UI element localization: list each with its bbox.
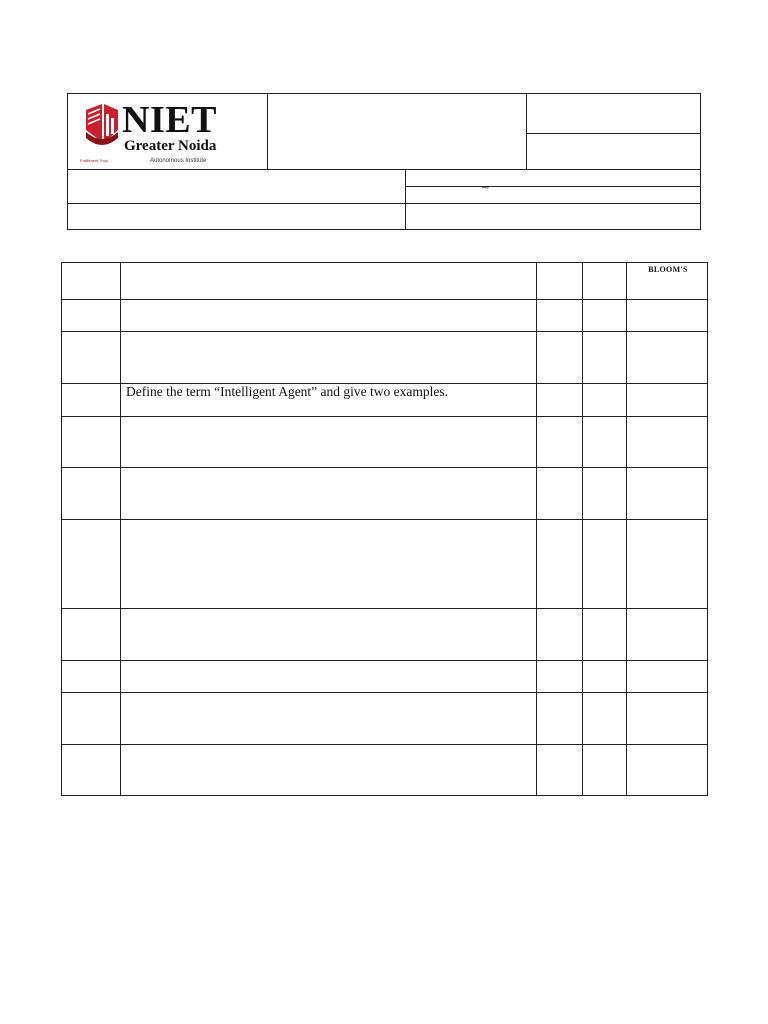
- header-dash: –: [482, 179, 489, 194]
- blooms-header: BLOOM'S: [648, 265, 688, 274]
- logo-tagline: Autonomous Institute: [150, 158, 207, 164]
- question-text: Define the term “Intelligent Agent” and give two examples.: [126, 384, 449, 399]
- questions-table: [61, 262, 708, 796]
- shield-emblem-icon: [82, 102, 122, 164]
- logo-name: NIET: [122, 99, 217, 141]
- niet-logo: [80, 100, 260, 166]
- logo-motto: Fulfillment Truly: [80, 158, 109, 163]
- logo-city: Greater Noida: [124, 138, 217, 154]
- exam-header: [67, 93, 701, 230]
